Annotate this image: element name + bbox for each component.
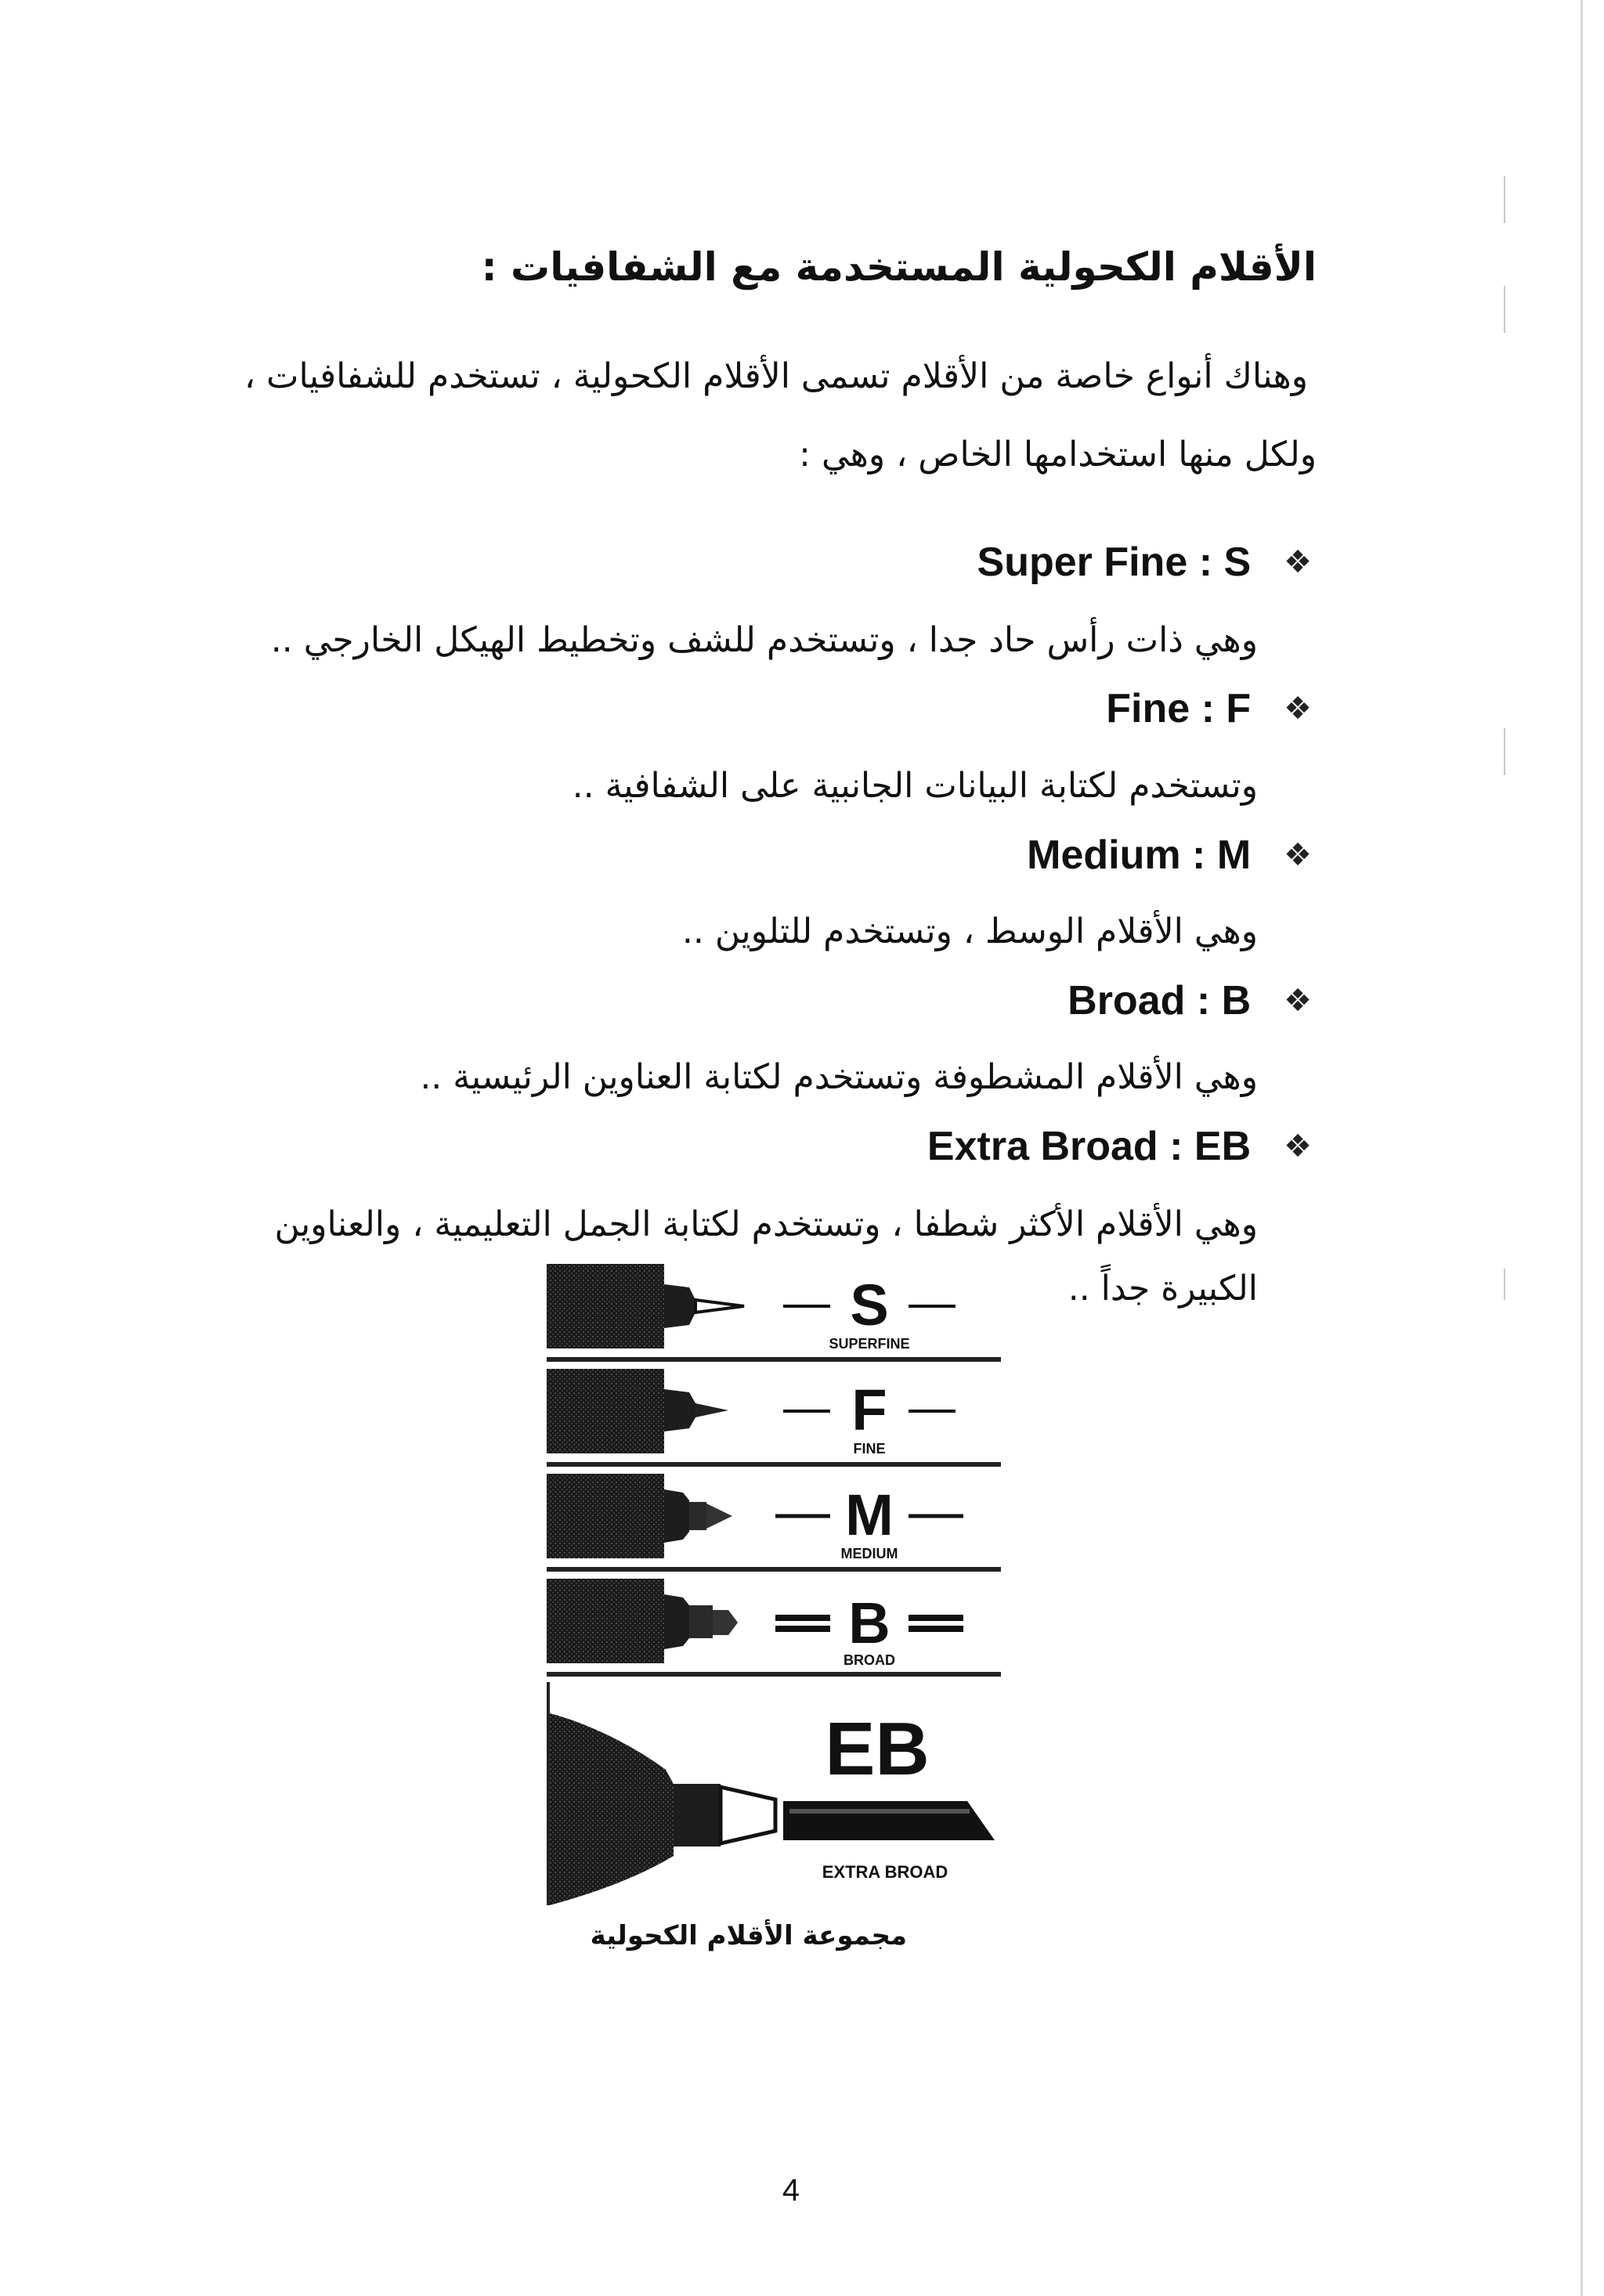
intro-line-2: ولكل منها استخدامها الخاص ، وهي :: [799, 435, 1317, 475]
tip-name: FINE: [853, 1441, 886, 1457]
tip-name: BROAD: [844, 1652, 895, 1668]
item-heading-fine: [1106, 685, 1312, 732]
tip-letter: EB: [825, 1707, 930, 1791]
figure-caption: مجموعة الأقلام الكحولية: [590, 1920, 907, 1951]
item-label: Extra Broad : EB: [927, 1124, 1252, 1169]
item-heading-extrabroad: [927, 1123, 1312, 1170]
diamond-bullet-icon: ❖: [1284, 545, 1312, 579]
item-label: Fine : F: [1106, 686, 1252, 731]
tip-letter: F: [851, 1377, 887, 1442]
marker-medium: [547, 1474, 732, 1558]
marker-fine: [547, 1369, 728, 1453]
tip-letter: M: [845, 1482, 894, 1547]
scan-edge-mark: [1504, 1269, 1505, 1300]
item-description-broad: وهي الأقلام المشطوفة وتستخدم لكتابة العناوين الرئيسية ..: [420, 1057, 1258, 1097]
diamond-bullet-icon: ❖: [1284, 691, 1312, 726]
item-description-medium: وهي الأقلام الوسط ، وتستخدم للتلوين ..: [681, 912, 1258, 951]
tip-name: MEDIUM: [840, 1546, 898, 1561]
scan-edge-mark: [1504, 728, 1505, 775]
item-heading-medium: [1027, 832, 1312, 879]
page-number: 4: [782, 2173, 800, 2208]
tip-name: SUPERFINE: [829, 1336, 910, 1352]
marker-extrabroad: [547, 1682, 775, 1905]
marker-tips-figure: [540, 1261, 1002, 1907]
scan-edge-mark: [1504, 286, 1505, 333]
scan-edge-line: [1581, 0, 1583, 2296]
item-description-extrabroad-cont: الكبيرة جداً ..: [1068, 1269, 1258, 1309]
item-label: Super Fine : S: [977, 540, 1252, 585]
tip-name: EXTRA BROAD: [822, 1862, 948, 1882]
item-description-superfine: وهي ذات رأس حاد جدا ، وتستخدم للشف وتخطيط الهيكل الخارجي ..: [270, 620, 1258, 660]
diamond-bullet-icon: ❖: [1284, 984, 1312, 1018]
diamond-bullet-icon: ❖: [1284, 1129, 1312, 1164]
item-description-extrabroad: وهي الأقلام الأكثر شطفا ، وتستخدم لكتابة الجمل التعليمية ، والعناوين: [274, 1204, 1258, 1244]
item-label: Broad : B: [1068, 978, 1252, 1023]
marker-broad: [547, 1579, 738, 1663]
item-heading-superfine: [977, 539, 1312, 586]
diamond-bullet-icon: ❖: [1284, 838, 1312, 872]
item-description-fine: وتستخدم لكتابة البيانات الجانبية على الشفافية ..: [572, 766, 1258, 806]
marker-superfine: [547, 1264, 744, 1348]
intro-line-1: وهناك أنواع خاصة من الأقلام تسمى الأقلام الكحولية ، تستخدم للشفافيات ،: [244, 356, 1308, 396]
scan-edge-mark: [1504, 176, 1505, 223]
item-heading-broad: [1068, 977, 1312, 1024]
tip-letter: B: [848, 1590, 891, 1655]
tip-letter: S: [850, 1273, 889, 1338]
page-title: الأقلام الكحولية المستخدمة مع الشفافيات :: [481, 244, 1317, 290]
item-label: Medium : M: [1027, 832, 1252, 878]
